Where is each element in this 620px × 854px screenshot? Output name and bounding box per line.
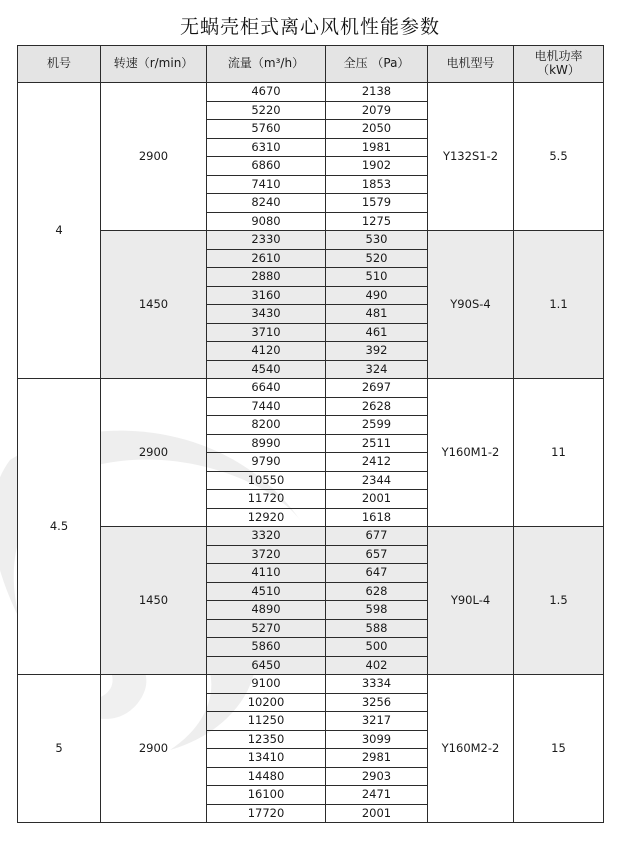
pressure-cell: 588 <box>326 619 428 638</box>
flow-cell: 5760 <box>207 120 326 139</box>
flow-cell: 8240 <box>207 194 326 213</box>
speed-cell: 1450 <box>101 231 207 379</box>
pressure-cell: 490 <box>326 286 428 305</box>
flow-cell: 5270 <box>207 619 326 638</box>
flow-cell: 17720 <box>207 804 326 823</box>
flow-cell: 5220 <box>207 101 326 120</box>
pressure-cell: 510 <box>326 268 428 287</box>
flow-cell: 2330 <box>207 231 326 250</box>
header-flow: 流量（m³/h） <box>207 46 326 83</box>
flow-cell: 11720 <box>207 490 326 509</box>
pressure-cell: 3099 <box>326 730 428 749</box>
model-cell: 4.5 <box>18 379 101 675</box>
flow-cell: 9100 <box>207 675 326 694</box>
pressure-cell: 2628 <box>326 397 428 416</box>
header-power-line2: （kW） <box>537 63 580 77</box>
pressure-cell: 657 <box>326 545 428 564</box>
power-cell: 15 <box>514 675 604 823</box>
pressure-cell: 2903 <box>326 767 428 786</box>
header-pressure: 全压 （Pa） <box>326 46 428 83</box>
flow-cell: 3720 <box>207 545 326 564</box>
pressure-cell: 628 <box>326 582 428 601</box>
pressure-cell: 3334 <box>326 675 428 694</box>
header-model-no: 机号 <box>18 46 101 83</box>
power-cell: 1.1 <box>514 231 604 379</box>
flow-cell: 5860 <box>207 638 326 657</box>
power-cell: 5.5 <box>514 83 604 231</box>
flow-cell: 4540 <box>207 360 326 379</box>
pressure-cell: 1618 <box>326 508 428 527</box>
pressure-cell: 677 <box>326 527 428 546</box>
flow-cell: 6640 <box>207 379 326 398</box>
pressure-cell: 2412 <box>326 453 428 472</box>
flow-cell: 12350 <box>207 730 326 749</box>
flow-cell: 12920 <box>207 508 326 527</box>
motor-cell: Y160M2-2 <box>428 675 514 823</box>
flow-cell: 16100 <box>207 786 326 805</box>
flow-cell: 9080 <box>207 212 326 231</box>
pressure-cell: 461 <box>326 323 428 342</box>
motor-cell: Y132S1-2 <box>428 83 514 231</box>
flow-cell: 13410 <box>207 749 326 768</box>
pressure-cell: 647 <box>326 564 428 583</box>
pressure-cell: 392 <box>326 342 428 361</box>
pressure-cell: 2981 <box>326 749 428 768</box>
pressure-cell: 1853 <box>326 175 428 194</box>
flow-cell: 7410 <box>207 175 326 194</box>
pressure-cell: 2697 <box>326 379 428 398</box>
pressure-cell: 2001 <box>326 804 428 823</box>
pressure-cell: 3217 <box>326 712 428 731</box>
flow-cell: 10200 <box>207 693 326 712</box>
flow-cell: 4510 <box>207 582 326 601</box>
motor-cell: Y90L-4 <box>428 527 514 675</box>
flow-cell: 3430 <box>207 305 326 324</box>
power-cell: 11 <box>514 379 604 527</box>
speed-cell: 2900 <box>101 83 207 231</box>
flow-cell: 9790 <box>207 453 326 472</box>
fan-performance-table <box>17 45 604 823</box>
motor-cell: Y90S-4 <box>428 231 514 379</box>
pressure-cell: 324 <box>326 360 428 379</box>
pressure-cell: 2079 <box>326 101 428 120</box>
page-title: 无蜗壳柜式离心风机性能参数 <box>179 16 440 38</box>
flow-cell: 7440 <box>207 397 326 416</box>
pressure-cell: 520 <box>326 249 428 268</box>
pressure-cell: 2050 <box>326 120 428 139</box>
table-row <box>18 527 604 546</box>
header-power-line1: 电机功率 <box>534 49 583 64</box>
model-cell: 5 <box>18 675 101 823</box>
pressure-cell: 1579 <box>326 194 428 213</box>
header-power <box>514 46 604 83</box>
header-row <box>18 46 604 83</box>
flow-cell: 8200 <box>207 416 326 435</box>
flow-cell: 3710 <box>207 323 326 342</box>
speed-cell: 2900 <box>101 675 207 823</box>
flow-cell: 4110 <box>207 564 326 583</box>
pressure-cell: 1981 <box>326 138 428 157</box>
flow-cell: 2880 <box>207 268 326 287</box>
flow-cell: 6450 <box>207 656 326 675</box>
speed-cell: 2900 <box>101 379 207 527</box>
motor-cell: Y160M1-2 <box>428 379 514 527</box>
pressure-cell: 3256 <box>326 693 428 712</box>
flow-cell: 2610 <box>207 249 326 268</box>
model-cell: 4 <box>18 83 101 379</box>
pressure-cell: 1275 <box>326 212 428 231</box>
pressure-cell: 2599 <box>326 416 428 435</box>
flow-cell: 4120 <box>207 342 326 361</box>
pressure-cell: 2138 <box>326 83 428 102</box>
power-cell: 1.5 <box>514 527 604 675</box>
pressure-cell: 2344 <box>326 471 428 490</box>
pressure-cell: 598 <box>326 601 428 620</box>
pressure-cell: 2001 <box>326 490 428 509</box>
pressure-cell: 1902 <box>326 157 428 176</box>
table-row <box>18 379 604 398</box>
flow-cell: 4670 <box>207 83 326 102</box>
flow-cell: 6860 <box>207 157 326 176</box>
flow-cell: 8990 <box>207 434 326 453</box>
table-row <box>18 83 604 102</box>
pressure-cell: 530 <box>326 231 428 250</box>
flow-cell: 4890 <box>207 601 326 620</box>
flow-cell: 3160 <box>207 286 326 305</box>
pressure-cell: 2511 <box>326 434 428 453</box>
flow-cell: 6310 <box>207 138 326 157</box>
flow-cell: 14480 <box>207 767 326 786</box>
flow-cell: 11250 <box>207 712 326 731</box>
pressure-cell: 2471 <box>326 786 428 805</box>
table-row <box>18 675 604 694</box>
speed-cell: 1450 <box>101 527 207 675</box>
table-body <box>18 83 604 823</box>
flow-cell: 10550 <box>207 471 326 490</box>
pressure-cell: 402 <box>326 656 428 675</box>
flow-cell: 3320 <box>207 527 326 546</box>
pressure-cell: 500 <box>326 638 428 657</box>
header-motor: 电机型号 <box>428 46 514 83</box>
pressure-cell: 481 <box>326 305 428 324</box>
header-speed: 转速（r/min） <box>101 46 207 83</box>
table-row <box>18 231 604 250</box>
